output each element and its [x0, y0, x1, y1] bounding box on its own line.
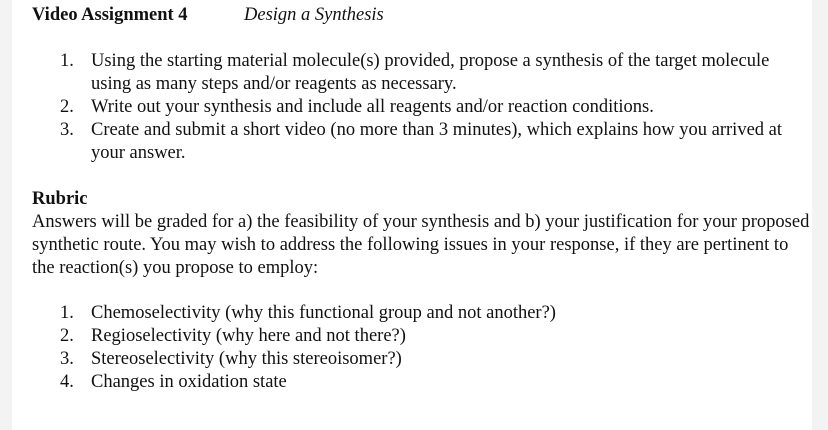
issue-text: Chemoselectivity (why this functional group and not another?)	[91, 303, 556, 323]
issue-item	[60, 371, 800, 394]
instruction-number: 1.	[60, 51, 74, 71]
issue-text: Changes in oxidation state	[91, 372, 287, 392]
instruction-list	[60, 50, 800, 165]
assignment-title: Video Assignment 4	[32, 5, 188, 25]
instruction-item	[60, 96, 800, 119]
issue-number: 2.	[60, 326, 74, 346]
instruction-number: 3.	[60, 120, 74, 140]
instruction-text: Using the starting material molecule(s) provided, propose a synthesis of the target molecule using as many steps and/or reagents as necessary.	[91, 51, 770, 94]
instruction-number: 2.	[60, 97, 74, 117]
issue-text: Regioselectivity (why here and not there?)	[91, 326, 406, 346]
instruction-text: Create and submit a short video (no more than 3 minutes), which explains how you arrived at your answer.	[91, 120, 783, 163]
issue-item	[60, 302, 800, 325]
rubric-issue-list	[60, 302, 800, 394]
issue-item	[60, 348, 800, 371]
issue-number: 4.	[60, 372, 74, 392]
issue-text: Stereoselectivity (why this stereoisomer?)	[91, 349, 402, 369]
rubric-heading: Rubric	[32, 189, 88, 209]
assignment-subtitle: Design a Synthesis	[244, 5, 384, 25]
instruction-text: Write out your synthesis and include all reagents and/or reaction conditions.	[91, 97, 654, 117]
document-page	[12, 0, 812, 430]
rubric-paragraph: Answers will be graded for a) the feasibility of your synthesis and b) your justification for your proposed synthetic route. You may wish to address the following issues in your response, if they are pertinent to the reaction(s) you propose to employ:	[32, 212, 810, 278]
instruction-item	[60, 50, 800, 96]
issue-number: 1.	[60, 303, 74, 323]
issue-number: 3.	[60, 349, 74, 369]
issue-item	[60, 325, 800, 348]
assignment-header	[32, 4, 384, 27]
instruction-item	[60, 119, 800, 165]
